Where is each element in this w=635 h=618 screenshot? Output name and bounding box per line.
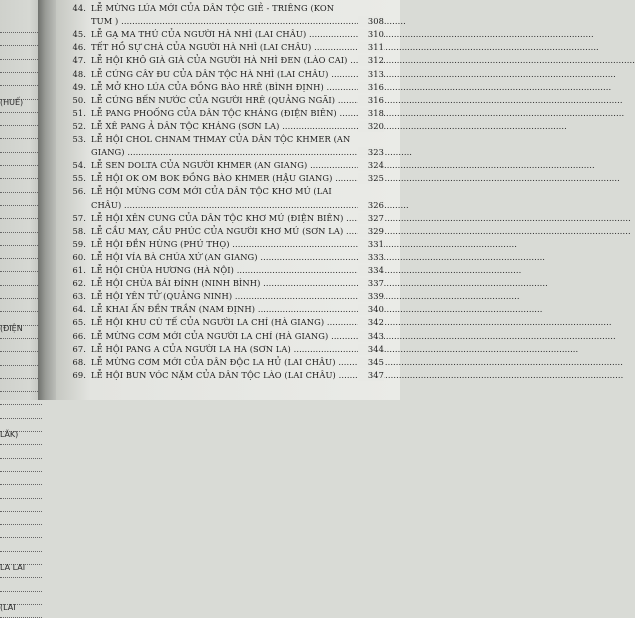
entry-number: 66. bbox=[72, 330, 86, 341]
entry-number: 53. bbox=[72, 134, 86, 144]
entry-title: LỄ CÚNG BẾN NƯỚC CỦA NGƯỜI HRÊ (QUẢNG NGÃI) ..... bbox=[91, 95, 623, 105]
entry-number: 50. bbox=[72, 94, 86, 105]
entry-title: LỄ HỘI XÊN CUNG CỦA DÂN TỘC KHƠ MÚ (ĐIỆN BIÊN) ..... bbox=[91, 213, 631, 223]
entry-number: 60. bbox=[72, 251, 86, 262]
entry-title: LỄ HỘI ĐỀN HÙNG (PHÚ THỌ) ..... bbox=[91, 239, 517, 249]
entry-title: LỄ CÚNG CÂY ĐU CỦA DÂN TỘC HÀ NHÌ (LAI CHÂU) ..... bbox=[91, 69, 616, 79]
entry-title: LỄ HỘI KHU CÙ TẾ CỦA NGƯỜI LA CHÍ (HÀ GIANG) ..... bbox=[91, 317, 612, 327]
entry-number: 62. bbox=[72, 278, 86, 289]
entry-title: LỄ MỞ KHO LÚA CỦA ĐỒNG BÀO HRÊ (BÌNH ĐỊNH) ..... bbox=[91, 82, 611, 92]
entry-page-number: 324 bbox=[358, 160, 384, 171]
entry-title: LỄ HỘI MỪNG CƠM MỚI CỦA DÂN TỘC KHƠ MÚ (LAI bbox=[91, 186, 332, 197]
entry-page-number: 313 bbox=[358, 69, 384, 80]
entry-number: 67. bbox=[72, 343, 86, 354]
entry-page-number: 320 bbox=[358, 121, 384, 132]
entry-title: LỄ HỘI KHÔ GIÀ GIÀ CỦA NGƯỜI HÀ NHÌ ĐEN (LÀO CAI) ..... bbox=[91, 55, 635, 65]
entry-page-number: 331 bbox=[358, 239, 384, 250]
entry-number: 48. bbox=[72, 68, 86, 79]
entry-page-number: 323 bbox=[358, 147, 384, 158]
entry-number: 54. bbox=[72, 160, 86, 171]
entry-page-number: 325 bbox=[358, 173, 384, 184]
entry-title: LỄ KHAI ẤN ĐỀN TRẦN (NAM ĐỊNH) ..... bbox=[91, 304, 543, 314]
entry-number: 61. bbox=[72, 265, 86, 275]
entry-number: 58. bbox=[72, 225, 86, 236]
entry-title: LỄ HỘI VÍA BÀ CHÚA XỨ (AN GIANG) ..... bbox=[91, 252, 545, 262]
entry-title-continuation: CHÂU) ..... bbox=[91, 200, 409, 210]
entry-page-number: 334 bbox=[358, 265, 384, 276]
entry-page-number: 329 bbox=[358, 226, 384, 237]
entry-number: 45. bbox=[72, 29, 86, 40]
entry-number: 46. bbox=[72, 42, 86, 53]
entry-title: LỄ HỘI CHÙA HƯƠNG (HÀ NỘI) ..... bbox=[91, 265, 521, 275]
entry-title: LỄ HỘI YÊN TỬ (QUẢNG NINH) ..... bbox=[91, 291, 520, 301]
left-page-row: (ĐIỆN bbox=[0, 324, 42, 339]
entry-title: LỄ HỘI CHOL CHNAM THMAY CỦA DÂN TỘC KHMER (AN bbox=[91, 134, 351, 144]
entry-page-number: 340 bbox=[358, 304, 384, 315]
entry-page-number: 316 bbox=[358, 95, 384, 106]
entry-page-number: 310 bbox=[358, 29, 384, 40]
entry-page-number: 327 bbox=[358, 213, 384, 224]
entry-title: TẾT HỒ SỰ CHÀ CỦA NGƯỜI HÀ NHÌ (LAI CHÂU) ..... bbox=[91, 42, 599, 52]
entry-title: LỄ CẦU MAY, CẦU PHÚC CỦA NGƯỜI KHƠ MÚ (SƠN LA) ..... bbox=[91, 226, 631, 236]
entry-title: LỄ MỪNG CƠM MỚI CỦA DÂN ĐỘC LA HỦ (LAI CHÂU) ..... bbox=[91, 357, 623, 367]
entry-title: LỄ MỪNG LÚA MỚI CỦA DÂN TỘC GIẺ - TRIÊNG (KON bbox=[91, 3, 335, 13]
entry-number: 64. bbox=[72, 304, 86, 315]
left-page bbox=[0, 0, 42, 613]
entry-page-number: 308 bbox=[358, 16, 384, 27]
entry-title: LỄ HỘI PANG A CỦA NGƯỜI LA HA (SƠN LA) ..... bbox=[91, 344, 578, 354]
entry-title-continuation: TUM ) ..... bbox=[91, 16, 406, 26]
left-page-row: (LAI bbox=[0, 603, 42, 618]
left-page-row: LĂK) bbox=[0, 430, 42, 445]
left-page-row: (HUẾ) bbox=[0, 98, 42, 113]
entry-title: LỄ HỘI CHÙA BÁI ĐÍNH (NINH BÌNH) ..... bbox=[91, 278, 548, 288]
entry-title: LỄ HỘI BUN VÓC NẶM CỦA DÂN TỘC LÀO (LAI CHÂU) ..... bbox=[91, 370, 623, 380]
entry-number: 55. bbox=[72, 173, 86, 184]
entry-title: LỄ MỪNG CƠM MỚI CỦA NGƯỜI LA CHÍ (HÀ GIANG) ..... bbox=[91, 331, 616, 341]
entry-page-number: 339 bbox=[358, 291, 384, 302]
entry-page-number: 333 bbox=[358, 252, 384, 263]
table-of-contents bbox=[56, 0, 400, 400]
entry-number: 56. bbox=[72, 186, 86, 197]
entry-title: LỄ GẠ MA THÚ CỦA NGƯỜI HÀ NHÌ (LAI CHÂU) ..... bbox=[91, 29, 594, 39]
entry-number: 57. bbox=[72, 212, 86, 223]
entry-title: LỄ PANG PHOỐNG CỦA DÂN TỘC KHÁNG (ĐIỆN BIÊN) ..... bbox=[91, 108, 624, 118]
entry-title-continuation: GIANG) ..... bbox=[91, 147, 412, 157]
entry-page-number: 316 bbox=[358, 82, 384, 93]
entry-number: 49. bbox=[72, 81, 86, 92]
entry-title: LỄ XÊ PANG Ả DÂN TỘC KHÁNG (SƠN LA) ..... bbox=[91, 121, 567, 131]
entry-page-number: 337 bbox=[358, 278, 384, 289]
entry-number: 68. bbox=[72, 356, 86, 367]
entry-page-number: 342 bbox=[358, 317, 384, 328]
entry-page-number: 312 bbox=[358, 55, 384, 66]
entry-number: 44. bbox=[72, 3, 86, 13]
entry-title: LỄ HỘI OK OM BOK ĐỒNG BÀO KHMER (HẬU GIANG) ..... bbox=[91, 173, 620, 183]
entry-page-number: 343 bbox=[358, 331, 384, 342]
entry-page-number: 326 bbox=[358, 200, 384, 211]
entry-page-number: 347 bbox=[358, 370, 384, 381]
right-page bbox=[56, 0, 400, 400]
entry-number: 52. bbox=[72, 120, 86, 131]
entry-page-number: 344 bbox=[358, 344, 384, 355]
entry-page-number: 311 bbox=[358, 42, 384, 53]
entry-number: 51. bbox=[72, 107, 86, 118]
entry-page-number: 318 bbox=[358, 108, 384, 119]
left-page-row: LA LAI bbox=[0, 563, 42, 578]
entry-number: 69. bbox=[72, 369, 86, 380]
entry-number: 65. bbox=[72, 317, 86, 328]
entry-number: 47. bbox=[72, 55, 86, 66]
entry-number: 59. bbox=[72, 238, 86, 249]
entry-page-number: 345 bbox=[358, 357, 384, 368]
entry-title: LỄ SEN DOLTA CỦA NGƯỜI KHMER (AN GIANG) ..... bbox=[91, 160, 595, 170]
entry-number: 63. bbox=[72, 291, 86, 302]
